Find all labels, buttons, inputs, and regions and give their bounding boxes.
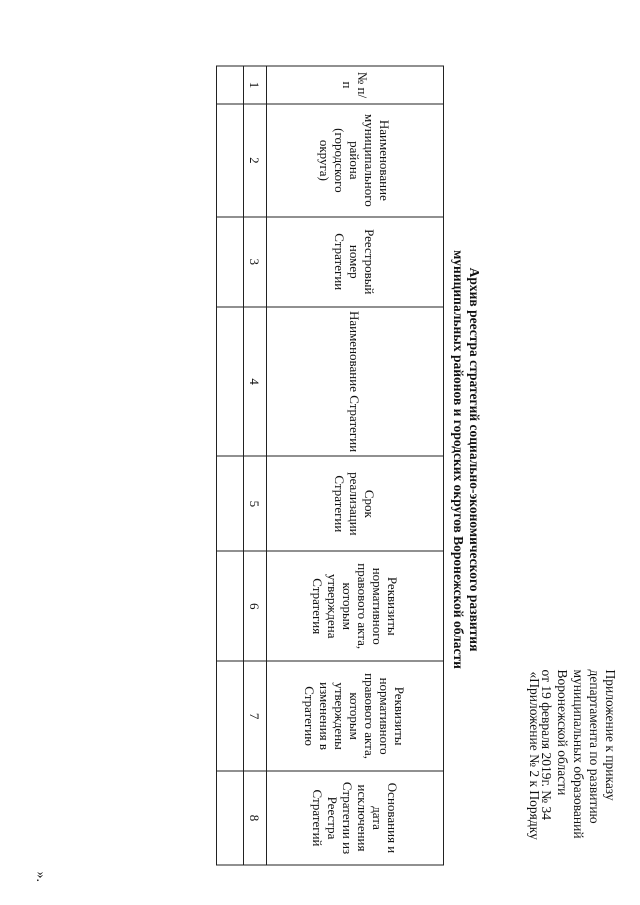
- appendix-reference: «Приложение № 2 к Порядку: [527, 671, 542, 840]
- number-cell: 6: [244, 551, 267, 661]
- number-cell: 7: [244, 661, 267, 771]
- title-line-2: муниципальных районов и городских округов Воронежской области: [451, 250, 466, 669]
- approval-block: [538, 670, 618, 875]
- empty-cell: [217, 771, 244, 865]
- header-cell: Наименование муниципального района (городского округа): [267, 104, 444, 217]
- table-empty-row: [217, 66, 244, 865]
- closing-mark: ».: [33, 871, 48, 882]
- empty-cell: [217, 66, 244, 104]
- document-title: [450, 200, 482, 720]
- number-cell: 2: [244, 104, 267, 217]
- header-cell: Реквизиты нормативного правового акта, которым утверждены изменения в Стратегию: [267, 661, 444, 771]
- header-cell: Реестровый номер Стратегии: [267, 217, 444, 307]
- number-cell: 8: [244, 771, 267, 865]
- number-cell: 1: [244, 66, 267, 104]
- number-cell: 3: [244, 217, 267, 307]
- approval-line: от 19 февраля 2019г. № 34: [539, 669, 554, 821]
- header-cell: Наименование Стратегии: [267, 307, 444, 457]
- header-cell: Реквизиты нормативного правового акта, которым утверждена Стратегия: [267, 551, 444, 661]
- approval-line: муниципальных образований: [571, 669, 586, 839]
- number-cell: 5: [244, 456, 267, 551]
- empty-cell: [217, 551, 244, 661]
- table-header-row: [267, 66, 444, 865]
- header-cell: Срок реализации Стратегии: [267, 456, 444, 551]
- empty-cell: [217, 661, 244, 771]
- header-cell: Основания и дата исключения Стратегии из Реестра Стратегий: [267, 771, 444, 865]
- header-cell: № п/п: [267, 66, 444, 104]
- title-line-1: Архив реестра стратегий социально-экономического развития: [467, 267, 482, 652]
- empty-cell: [217, 217, 244, 307]
- registry-table: [216, 66, 444, 866]
- approval-line: департамента по развитию: [587, 669, 602, 824]
- empty-cell: [217, 104, 244, 217]
- table-numbering-row: [244, 66, 267, 865]
- approval-line: Приложение к приказу: [603, 669, 618, 801]
- number-cell: 4: [244, 307, 267, 457]
- approval-line: Воронежской области: [555, 669, 570, 796]
- empty-cell: [217, 307, 244, 457]
- empty-cell: [217, 456, 244, 551]
